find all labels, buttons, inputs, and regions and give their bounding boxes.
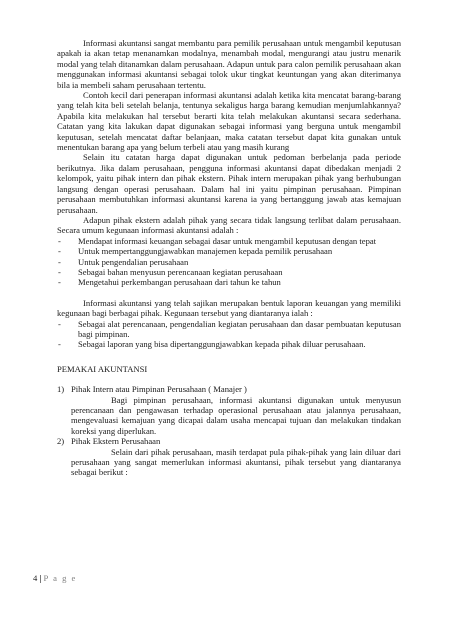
- paragraph-2: Contoh kecil dari penerapan informasi akuntansi adalah ketika kita mencatat barang-barang yang telah kita beli setelah belanja, tentunya sekaligus harga barang kemudian menjumlahkannya? Apabila kita melakukan hal tersebut berarti kita telah melakukan akuntansi secara sederhana. Catatan yang kita lakukan dapat digunakan sebagai informasi yang berguna untuk mengambil keputusan, setelah mencatat daftar belanjaan, maka catatan tersebut dapat kita gunakan untuk menentukan barang apa yang belum terbeli atau yang masih kurang: [57, 90, 401, 153]
- list-item: - Sebagai bahan menyusun perencanaan kegiatan perusahaan: [57, 267, 401, 277]
- item-body-1: Bagi pimpinan perusahaan, informasi akuntansi digunakan untuk menyusun perencanaan dan pengawasan terhadap operasional perusahaan atau jalannya perusahaan, mengevaluasi kemajuan yang dicapai dalam usaha mencapai tujuan dan melakukan tindakan koreksi yang diperlukan.: [71, 394, 401, 436]
- footer-separator: |: [39, 573, 42, 583]
- numbered-item-2: [57, 436, 401, 446]
- section-heading: PEMAKAI AKUNTANSI: [57, 363, 148, 374]
- list-item: - Mengetahui perkembangan perusahaan dari tahun ke tahun: [57, 277, 401, 287]
- list-item: - Mendapat informasi keuangan sebagai dasar untuk mengambil keputusan dengan tepat: [57, 236, 401, 246]
- item-number: 2): [57, 436, 65, 447]
- page-footer: [33, 573, 77, 583]
- item-title: Pihak Ekstern Perusahaan: [71, 436, 161, 447]
- usefulness-list: [57, 236, 401, 288]
- list-item: - Sebagai laporan yang bisa dipertanggungjawabkan kepada pihak diluar perusahaan.: [57, 339, 401, 349]
- page-label: P a g e: [43, 573, 77, 583]
- paragraph-5: Informasi akuntansi yang telah sajikan merupakan bentuk laporan keuangan yang memiliki kegunaan bagi berbagai pihak. Kegunaan tersebut yang diantaranya ialah :: [57, 297, 401, 319]
- list-item: - Sebagai alat perencanaan, pengendalian kegiatan perusahaan dan dasar pembuatan keputusan bagi pimpinan.: [57, 319, 401, 340]
- list-item: - Untuk mempertanggungjawabkan manajemen kepada pemilik perusahaan: [57, 246, 401, 256]
- page-number: 4: [33, 573, 38, 583]
- paragraph-1: Informasi akuntansi sangat membantu para pemilik perusahaan untuk mengambil keputusan apakah ia akan tetap menanamkan modalnya, menambah modal, mengurangi atau justru menarik modal yang telah ditanamkan dalam perusahaan. Adapun untuk para calon pemilik perusahaan akan menggunakan informasi akuntansi sebagai tolok ukur tingkat keuntungan yang akan diterimanya bila ia membeli saham perusahaan tertentu.: [57, 38, 401, 90]
- numbered-item-1: [57, 384, 401, 394]
- item-title: Pihak Intern atau Pimpinan Perusahaan ( Manajer ): [71, 384, 247, 395]
- report-usefulness-list: [57, 319, 401, 350]
- item-body-2: Selain dari pihak perusahaan, masih terdapat pula pihak-pihak yang lain diluar dari perusahaan yang sangat memerlukan informasi akuntansi, pihak tersebut yang diantaranya sebagai berikut :: [71, 446, 401, 478]
- list-item: - Untuk pengendalian perusahaan: [57, 257, 401, 267]
- paragraph-3: Selain itu catatan harga dapat digunakan untuk pedoman berbelanja pada periode berikutnya. Jika dalam perusahaan, pengguna informasi akuntansi dapat dibedakan menjadi 2 kelompok, yaitu pihak intern dan pihak ekstern. Pihak intern merupakan pihak yang berhubungan langsung dengan operasi perusahaan. Dalam hal ini yaitu pimpinan perusahaan. Pimpinan perusahaan membutuhkan informasi akuntansi karena ia yang bertanggung jawab atas kemajuan perusahaan.: [57, 152, 401, 215]
- paragraph-4: Adapun pihak ekstern adalah pihak yang secara tidak langsung terlibat dalam perusahaan. Secara umum kegunaan informasi akuntansi adalah :: [57, 214, 401, 236]
- item-number: 1): [57, 384, 65, 395]
- body-text: [57, 38, 401, 478]
